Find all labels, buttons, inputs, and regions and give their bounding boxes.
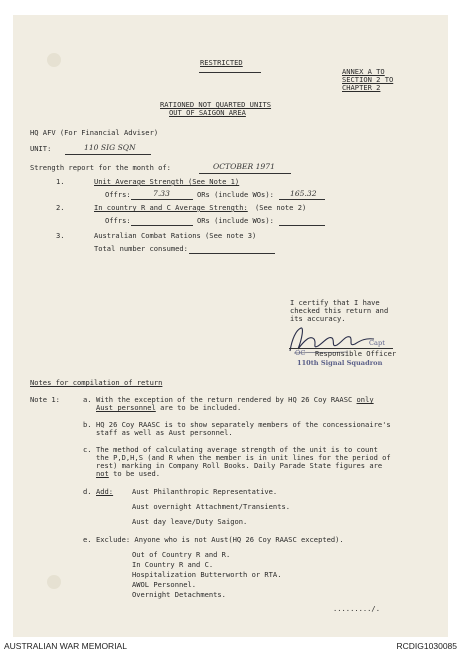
- note-a-text: With the exception of the return rendered by HQ 26 Coy RAASC only: [96, 395, 374, 404]
- note-e-item-2: In Country R and C.: [132, 560, 214, 569]
- note-d-label: d.: [83, 487, 92, 496]
- responsible-officer-label: Responsible Officer: [315, 349, 397, 358]
- note-b-line-2: staff as well as Aust personnel.: [96, 428, 233, 437]
- note-d-item-1: Aust Philanthropic Representative.: [132, 487, 278, 496]
- item-3-consumed-label: Total number consumed:: [94, 244, 188, 253]
- item-2-title: In country R and C Average Strength:: [94, 203, 248, 212]
- footer-record-id: RCDIG1030085: [396, 641, 457, 651]
- unit-value: 110 SIG SQN: [84, 143, 136, 152]
- item-2-note: (See note 2): [255, 203, 307, 212]
- note-d-item-2: Aust overnight Attachment/Transients.: [132, 502, 291, 511]
- annex-line-1: ANNEX A TO: [342, 67, 385, 76]
- stamp-unit: 110th Signal Squadron: [297, 359, 383, 367]
- strength-report-month: OCTOBER 1971: [213, 162, 275, 171]
- strength-report-label: Strength report for the month of:: [30, 163, 171, 172]
- note-d-item-3: Aust day leave/Duty Saigon.: [132, 517, 248, 526]
- item-1-ors-label: ORs (include WOs):: [197, 190, 274, 199]
- note-e-item-3: Hospitalization Butterworth or RTA.: [132, 570, 282, 579]
- item-1-ors-value: 165.32: [290, 189, 317, 198]
- annex-line-3: CHAPTER 2: [342, 83, 381, 92]
- note-d-add: Add:: [96, 487, 114, 496]
- item-2-offrs-label: Offrs:: [105, 216, 131, 225]
- note-b-label: b.: [83, 420, 92, 429]
- certification-line-3: its accuracy.: [290, 314, 346, 323]
- item-1-offrs-label: Offrs:: [105, 190, 131, 199]
- note-c-line-3: rest) marking in Company Roll Books. Daily Parade State figures are: [96, 461, 383, 470]
- annex-line-2: SECTION 2 TO: [342, 75, 394, 84]
- title-line-1: RATIONED NOT QUARTED UNITS: [160, 100, 272, 109]
- item-2-ors-label: ORs (include WOs):: [197, 216, 274, 225]
- note-c-label: c.: [83, 445, 92, 454]
- stamp-oc: OC: [295, 349, 306, 357]
- addressee: HQ AFV (For Financial Adviser): [30, 128, 159, 137]
- note-1-label: Note 1:: [30, 395, 60, 404]
- signature-rank: Capt: [369, 339, 385, 347]
- note-c-line-1: The method of calculating average strength of the unit is to count: [96, 445, 378, 454]
- classification-marking: RESTRICTED: [200, 58, 243, 67]
- punch-hole: [47, 53, 61, 67]
- item-3-number: 3.: [56, 231, 65, 240]
- note-a-label: a.: [83, 395, 92, 404]
- certification-line-1: I certify that I have: [290, 298, 380, 307]
- note-e-text: Exclude: Anyone who is not Aust(HQ 26 Coy RAASC excepted).: [96, 535, 344, 544]
- unit-label: UNIT:: [30, 144, 52, 153]
- archive-footer: [0, 637, 461, 654]
- footer-credit: AUSTRALIAN WAR MEMORIAL: [4, 641, 127, 651]
- note-e-item-4: AWOL Personnel.: [132, 580, 197, 589]
- note-a-text-2: Aust personnel are to be included.: [96, 403, 242, 412]
- continuation-mark: ........./.: [333, 604, 380, 613]
- item-2-number: 2.: [56, 203, 65, 212]
- item-3-title: Australian Combat Rations (See note 3): [94, 231, 257, 240]
- title-line-2: OUT OF SAIGON AREA: [169, 108, 246, 117]
- note-b-line-1: HQ 26 Coy RAASC is to show separately members of the concessionaire's: [96, 420, 391, 429]
- punch-hole: [47, 575, 61, 589]
- note-e-item-5: Overnight Detachments.: [132, 590, 226, 599]
- certification-line-2: checked this return and: [290, 306, 389, 315]
- note-c-line-2: the P,D,H,S (and R when the member is in unit lines for the period of: [96, 453, 391, 462]
- item-1-number: 1.: [56, 177, 65, 186]
- note-e-label: e.: [83, 535, 92, 544]
- item-1-title: Unit Average Strength (See Note 1): [94, 177, 240, 186]
- notes-heading: Notes for compilation of return: [30, 378, 163, 387]
- note-e-item-1: Out of Country R and R.: [132, 550, 231, 559]
- document-page: [13, 15, 448, 637]
- note-c-line-4: not to be used.: [96, 469, 161, 478]
- item-1-offrs-value: 7.33: [153, 189, 170, 198]
